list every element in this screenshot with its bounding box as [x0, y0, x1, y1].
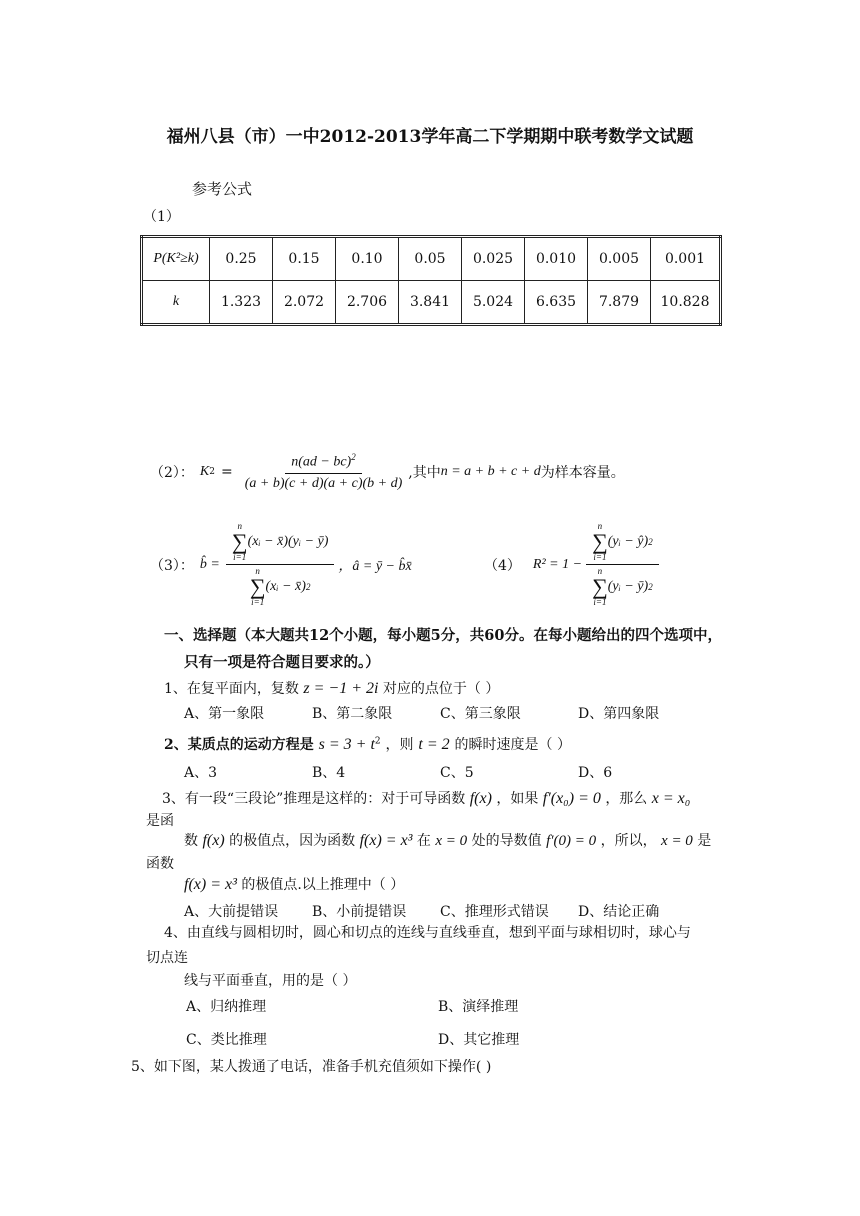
q1-option-c: C、第三象限 [440, 706, 521, 722]
table-cell: 10.828 [651, 281, 721, 325]
formula-2-tail: 为样本容量。 [540, 464, 625, 481]
table-header-label: P(K²≥k) [142, 237, 210, 281]
question-3-line4: 函数 [146, 856, 174, 872]
question-3-line5 [184, 874, 404, 894]
formula-2-numerator: n(ad − bc) [291, 454, 352, 470]
table-row-label: k [142, 281, 210, 325]
q3-expr: f′(0) = 0 [546, 833, 597, 849]
q2-expr: s = 3 + t [318, 736, 375, 753]
q3-text: ，那么 [605, 791, 648, 807]
sum-symbol: n ∑ i=1 [249, 566, 266, 607]
page-title: 福州八县（市）一中2012-2013学年高二下学期期中联考数学文试题 [166, 127, 694, 147]
formula-2-denominator: (a + b)(c + d)(a + c)(b + d) [244, 475, 403, 491]
q2-stem-mid: ，则 [385, 737, 414, 753]
formula-3-denominator: (xᵢ − x̄) [265, 579, 306, 594]
table-cell: 6.635 [525, 281, 588, 325]
q3-option-b: B、小前提错误 [312, 904, 407, 920]
sum-symbol: n ∑ i=1 [231, 521, 248, 562]
q1-expr: z = −1 + 2i [303, 680, 379, 697]
question-3-line1 [162, 788, 690, 808]
formula-3-numerator: (xᵢ − x̄)(yᵢ − ȳ) [247, 534, 329, 549]
q4-option-d: D、其它推理 [438, 1032, 520, 1048]
q2-stem-pre: 2、某质点的运动方程是 [164, 737, 314, 753]
table-cell: 2.706 [336, 281, 399, 325]
q3-text: ，如果 [496, 791, 539, 807]
table-cell: 2.072 [273, 281, 336, 325]
q3-text: 3、有一段“三段论”推理是这样的：对于可导函数 [162, 791, 466, 807]
sum-symbol: n ∑ i=1 [592, 566, 608, 607]
question-3-line3 [184, 830, 711, 850]
q3-option-a: A、大前提错误 [184, 904, 279, 920]
q3-expr: f(x) = x³ [359, 832, 413, 849]
formula-2-lhs: K [199, 463, 210, 479]
q4-option-b: B、演绎推理 [438, 999, 519, 1015]
critical-value-table [140, 235, 722, 326]
q3-text: 数 [184, 833, 198, 849]
q3-expr: f(x) [469, 790, 492, 807]
q2-option-d: D、6 [578, 765, 613, 781]
q3-text: 处的导数值 [471, 833, 542, 849]
formula-3-bhat: b̂ = [199, 556, 220, 572]
q3-expr: f(x) [202, 832, 225, 849]
q3-expr: f(x) = x³ [184, 876, 237, 893]
table-cell: 0.001 [651, 237, 721, 281]
ref-formula-label: 参考公式 [192, 180, 253, 198]
q3-option-c: C、推理形式错误 [440, 904, 549, 920]
table-row [142, 237, 721, 281]
formula-3-label: （3）： [150, 557, 194, 574]
section-1-heading-line1: 一、选择题（本大题共12个小题，每小题5分，共60分。在每小题给出的四个选项中， [164, 627, 722, 644]
sum-symbol: n ∑ i=1 [592, 521, 608, 562]
item1-label: （1） [143, 209, 180, 225]
q1-option-b: B、第二象限 [312, 706, 393, 722]
table-cell: 3.841 [399, 281, 462, 325]
q3-expr: x = 0 [661, 833, 693, 849]
formula-4-label: （4） [484, 557, 521, 574]
section-1-heading-line2: 只有一项是符合题目要求的。） [184, 654, 380, 671]
question-4-line1: 4、由直线与圆相切时，圆心和切点的连线与直线垂直，想到平面与球相切时，球心与 [164, 925, 691, 941]
q1-stem-post: 对应的点位于（ ） [382, 681, 500, 697]
formula-2-mid: ,其中 [408, 464, 441, 481]
q3-expr: x = 0 [435, 833, 468, 849]
q1-option-d: D、第四象限 [578, 706, 660, 722]
formula-2-label: （2）： [150, 464, 194, 481]
formula-4-denominator: (yᵢ − ȳ) [607, 579, 649, 594]
q2-option-c: C、5 [440, 765, 474, 781]
formula-2-fraction: $\frac{n(ad - bc)^2}{(a + b)(c + d)(a + c)(b + d)}$ [239, 452, 409, 492]
table-cell: 0.10 [336, 237, 399, 281]
table-cell: 0.25 [210, 237, 273, 281]
formula-4-lhs: R² = 1 − [532, 556, 583, 572]
formula-3-fraction: n ∑ i=1 (xᵢ − x̄)(yᵢ − ȳ) n ∑ i=1 (xᵢ − x̄) 2 [226, 522, 335, 607]
q2-option-a: A、3 [184, 765, 218, 781]
table-cell: 7.879 [588, 281, 651, 325]
q4-option-a: A、归纳推理 [186, 999, 267, 1015]
question-2-stem: 2、某质点的运动方程是 $s = 3 + t^2$ ，则 t = 2 的瞬时速度是（ ） [164, 736, 571, 753]
formula-3 [150, 522, 412, 607]
formula-3-ahat: ，â = ȳ − b̂x̄ [338, 558, 412, 574]
formula-2: （2）： K 2 = $\frac{n(ad - bc)^2}{(a + b)(c + d)(a + c)(b + d)}$ ,其中 n = a + b + c + d 为样本容量。 [150, 452, 625, 491]
q2-stem-post: 的瞬时速度是（ ） [454, 737, 571, 753]
question-4-line3: 线与平面垂直，用的是（ ） [184, 973, 357, 989]
q3-text: ，所以， [600, 833, 657, 849]
formula-2-n-expr: n = a + b + c + d [440, 463, 541, 479]
table-cell: 5.024 [462, 281, 525, 325]
q3-expr: x = x₀ [651, 790, 691, 807]
q1-stem-pre: 1、在复平面内，复数 [164, 681, 299, 697]
formula-4 [484, 522, 659, 607]
q2-option-b: B、4 [312, 765, 346, 781]
q3-text: 的极值点.以上推理中（ ） [241, 877, 405, 893]
q1-option-a: A、第一象限 [184, 706, 265, 722]
q3-text: 在 [416, 833, 431, 849]
table-cell: 0.05 [399, 237, 462, 281]
formula-4-numerator: (yᵢ − ŷ) [607, 534, 649, 549]
question-3-line2: 是函 [146, 813, 174, 829]
table-cell: 0.005 [588, 237, 651, 281]
question-5-stem: 5、如下图，某人拨通了电话，准备手机充值须如下操作( ) [131, 1059, 492, 1075]
question-4-line2: 切点连 [146, 950, 188, 966]
q3-expr: f′(x₀) = 0 [542, 790, 601, 807]
formula-4-fraction: n ∑ i=1 (yᵢ − ŷ) 2 n ∑ i=1 (yᵢ − ȳ) 2 [586, 522, 659, 607]
table-cell: 0.15 [273, 237, 336, 281]
table-row [142, 281, 721, 325]
table-cell: 1.323 [210, 281, 273, 325]
q3-text: 是 [697, 833, 712, 849]
table-cell: 0.025 [462, 237, 525, 281]
q2-expr2: t = 2 [418, 736, 450, 753]
question-1-stem [164, 678, 499, 698]
table-cell: 0.010 [525, 237, 588, 281]
q3-option-d: D、结论正确 [578, 904, 660, 920]
q3-text: 的极值点，因为函数 [229, 833, 356, 849]
q4-option-c: C、类比推理 [186, 1032, 267, 1048]
